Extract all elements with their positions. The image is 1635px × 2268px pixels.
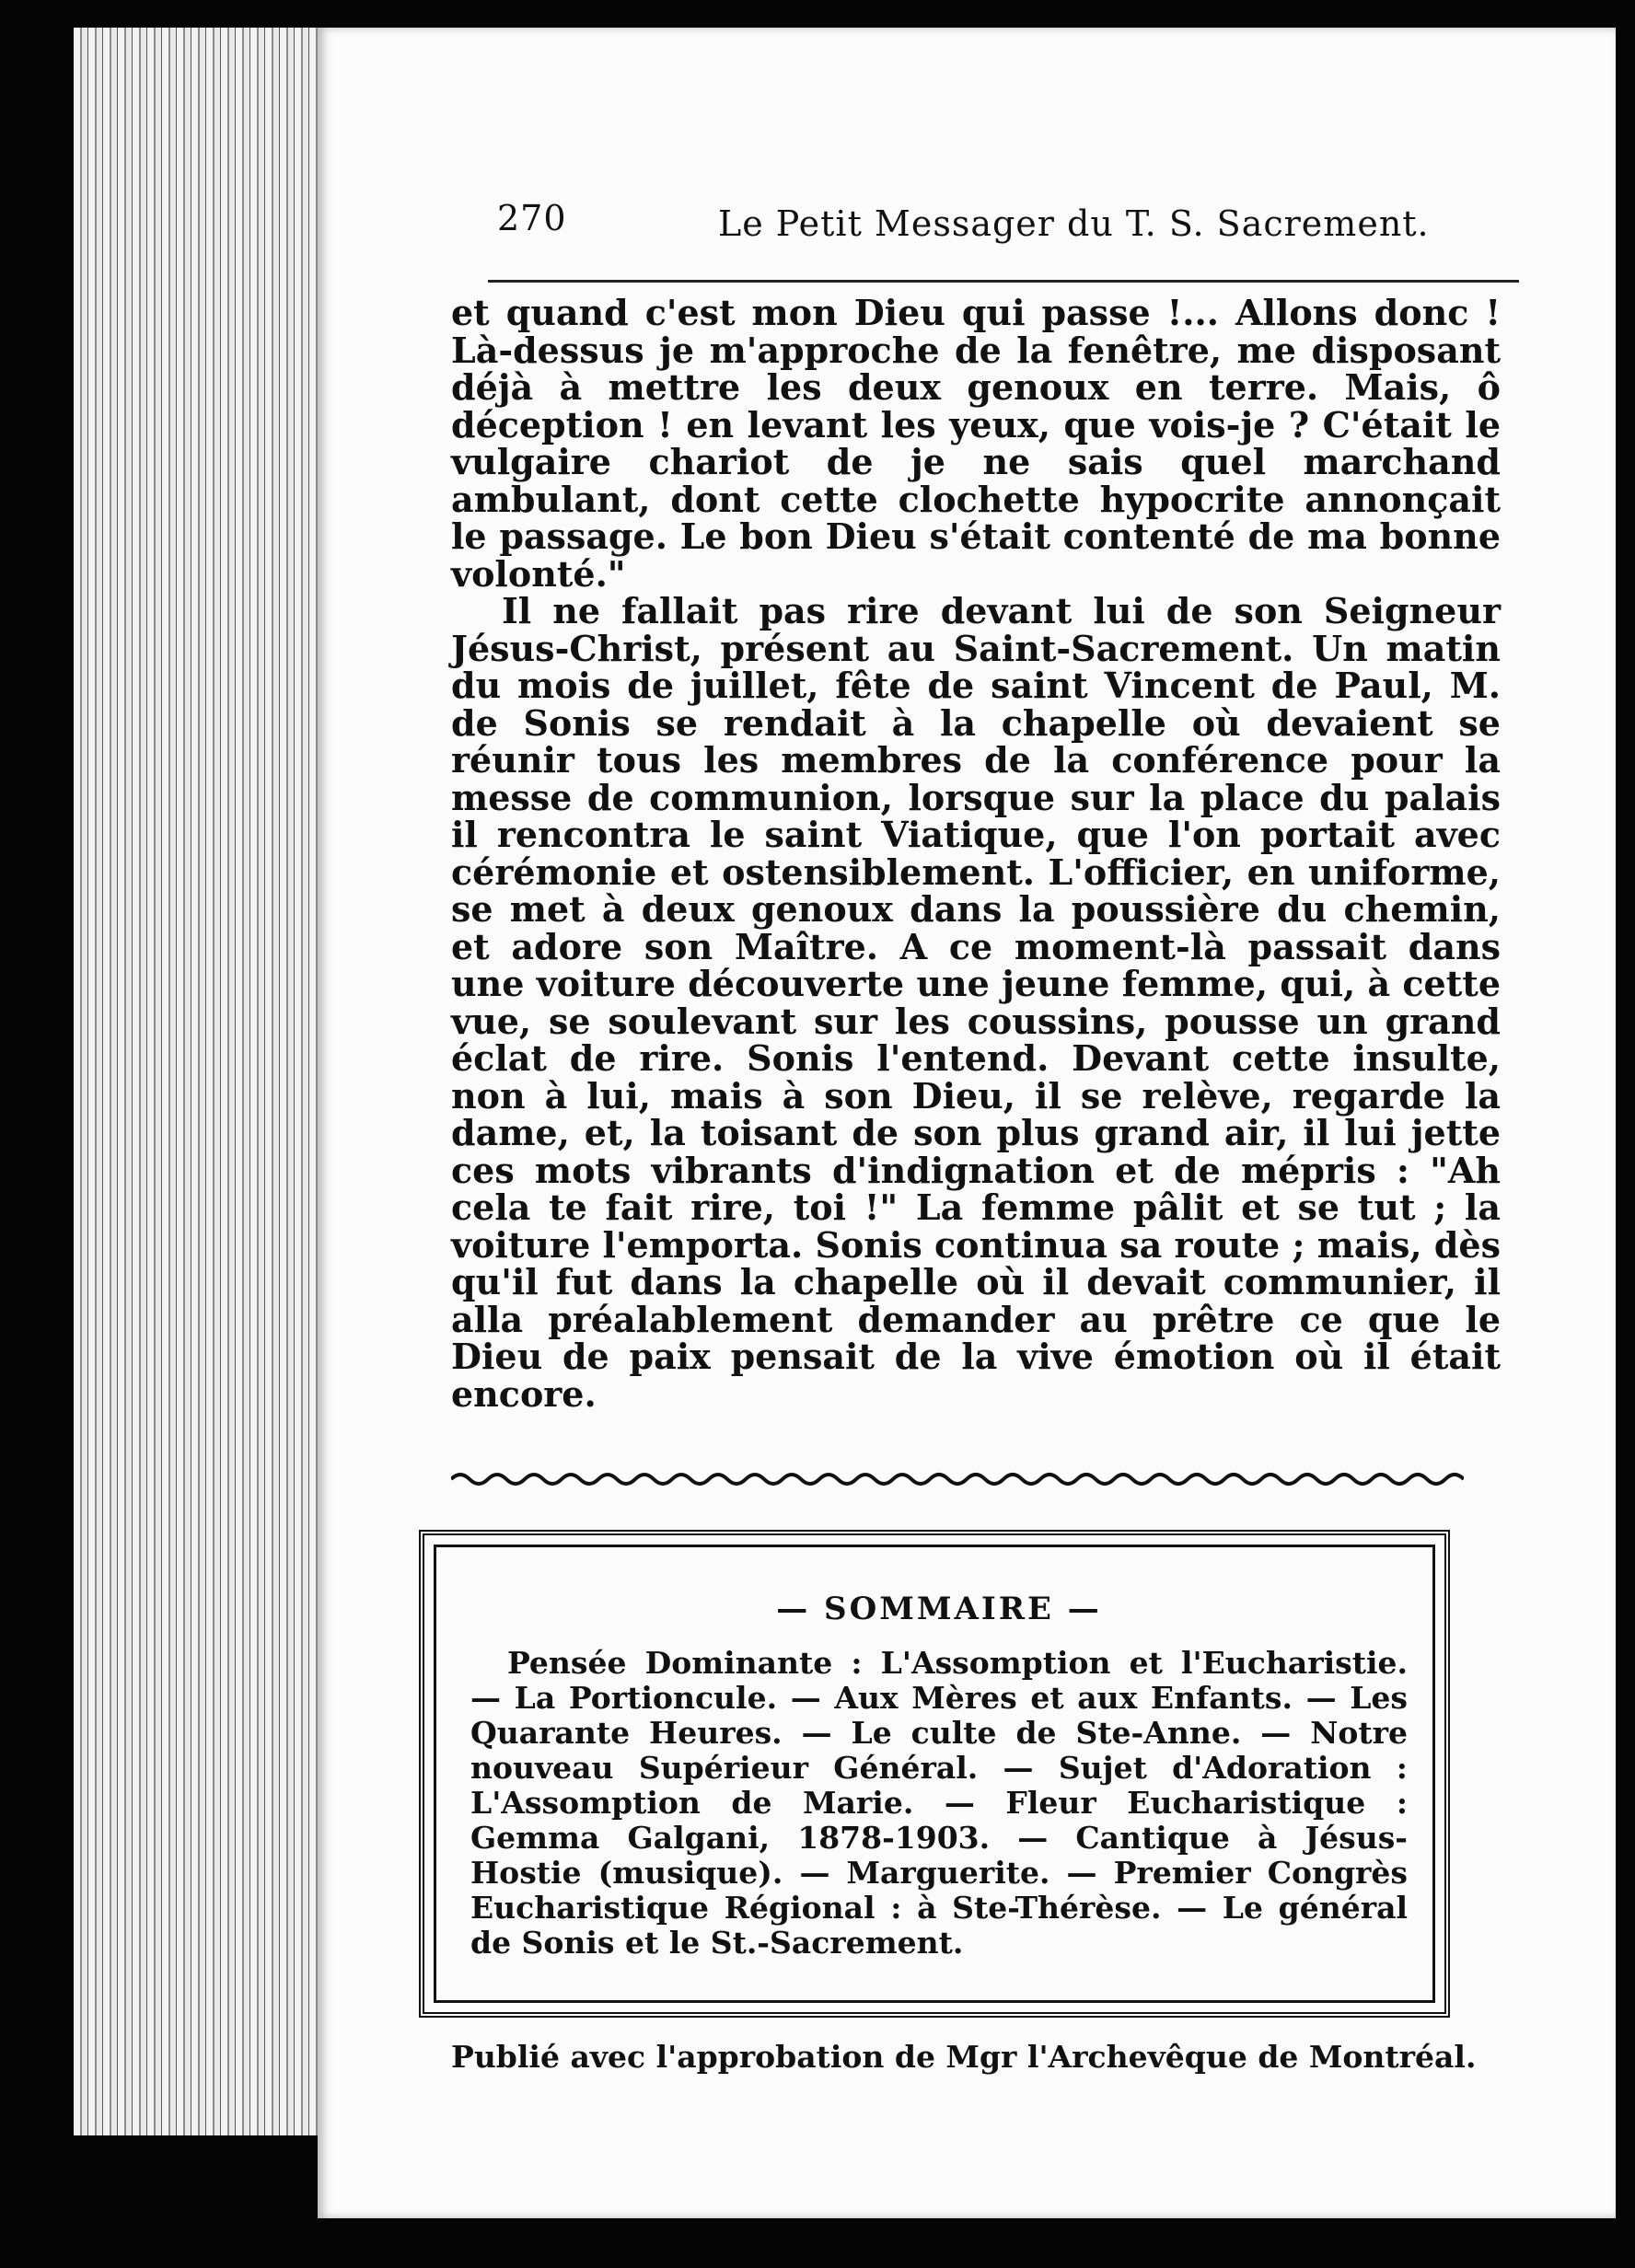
paragraph-1: et quand c'est mon Dieu qui passe !... Allons donc ! Là-dessus je m'approche de la fenêtre, me disposant déjà à mettre les deux genoux en terre. Mais, ô déception ! en levant les yeux, que vois-je ? C'était le vulgaire chariot de je ne sais quel marchand ambulant, dont cette clochette hypocrite annonçait le passage. Le bon Dieu s'était contenté de ma bonne volonté.": [451, 292, 1501, 595]
wavy-separator: [451, 1465, 1464, 1493]
header-rule: [488, 280, 1519, 283]
sommaire-title: — SOMMAIRE —: [776, 1591, 1102, 1627]
paragraph-2: Il ne fallait pas rire devant lui de son Seigneur Jésus-Christ, présent au Saint-Sacrement. Un matin du mois de juillet, fête de saint Vincent de Paul, M. de Sonis se rendait à la chapelle où devaient se réunir tous les membres de la conférence pour la messe de communion, lorsque sur la place du palais il rencontra le saint Viatique, que l'on portait avec cérémonie et ostensiblement. L'officier, en uniforme, se met à deux genoux dans la poussière du chemin, et adore son Maître. A ce moment-là passait dans une voiture découverte une jeune femme, qui, à cette vue, se soulevant sur les coussins, pousse un grand éclat de rire. Sonis l'entend. Devant cette insulte, non à lui, mais à son Dieu, il se relève, regarde la dame, et, la toisant de son plus grand air, il lui jette ces mots vibrants d'indignation et de mépris : "Ah cela te fait rire, toi !" La femme pâlit et se tut ; la voiture l'emporta. Sonis continua sa route ; mais, dès qu'il fut dans la chapelle où il devait communier, il alla préalablement demander au prêtre ce que le Dieu de paix pensait de la vive émotion où il était encore.: [451, 590, 1501, 1415]
sommaire-text: Pensée Dominante : L'Assomption et l'Eucharistie. — La Portioncule. — Aux Mères et aux Enfants. — Les Quarante Heures. — Le culte de Ste-Anne. — Notre nouveau Supérieur Général. — Sujet d'Adoration : L'Assomption de Marie. — Fleur Eucharistique : Gemma Galgani, 1878-1903. — Cantique à Jésus-Hostie (musique). — Marguerite. — Premier Congrès Eucharistique Régional : à Ste-Thérèse. — Le général de Sonis et le St.-Sacrement.: [470, 1645, 1408, 1961]
sommaire-box: [419, 1530, 1450, 2018]
page-header: [497, 198, 1519, 262]
body-text: [451, 292, 1501, 1415]
page-edges: [74, 28, 331, 2135]
page-number: 270: [497, 198, 567, 238]
running-title: Le Petit Messager du T. S. Sacrement.: [718, 203, 1430, 244]
approval-line: Publié avec l'approbation de Mgr l'Archevêque de Montréal.: [451, 2039, 1477, 2075]
